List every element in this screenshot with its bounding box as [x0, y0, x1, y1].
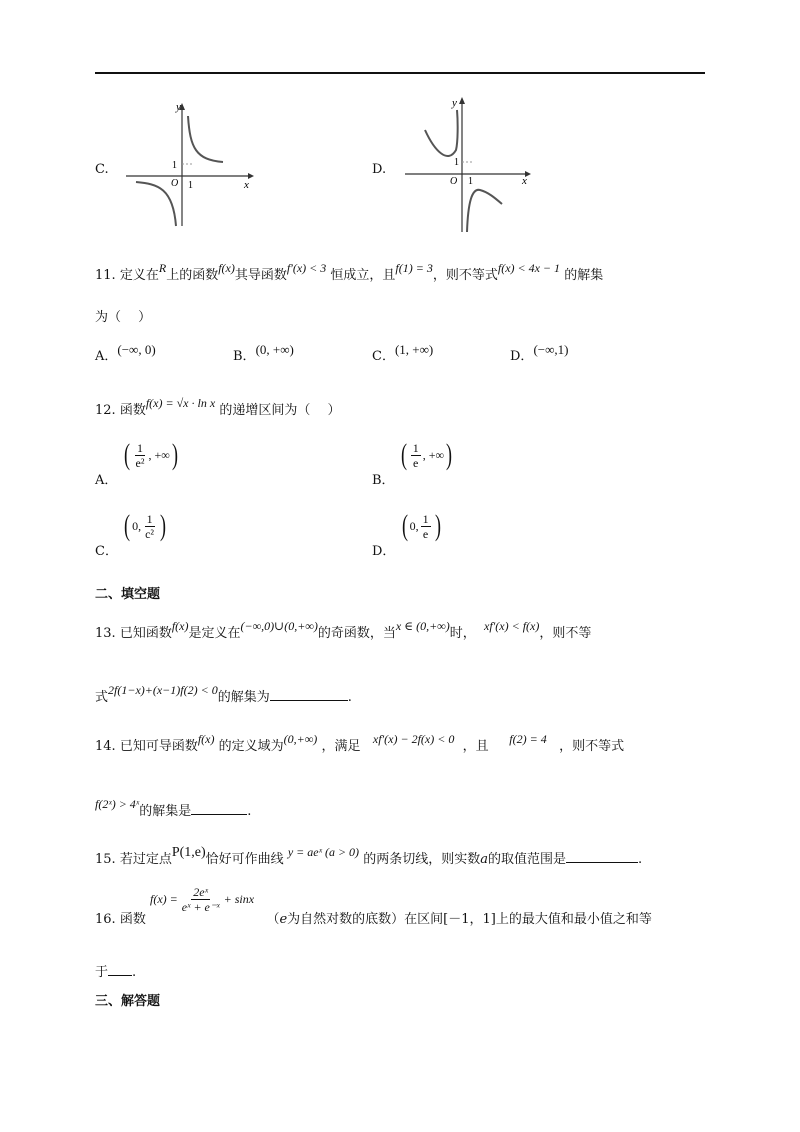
q11-value-cond: f(1) = 3 [395, 261, 433, 275]
q11-option-a[interactable]: A．(−∞, 0) [95, 342, 156, 364]
q11-set-r: R [158, 261, 167, 275]
question-14-line2: f(2ˣ) > 4ˣ的解集是 . [95, 797, 252, 819]
graph-c-origin: O [171, 178, 179, 189]
q11-derivative-cond: f′(x) < 3 [286, 261, 327, 275]
question-15-number: 15. [95, 852, 116, 867]
question-16: 16. 函数 f(x) = $\frac{\text{2eˣ}}{\text{eˣ + e⁻ˣ}}$ + sinx （e为自然对数的底数）在区间[－1，1]上的最大值和最小值之和等 [95, 885, 652, 927]
q12-option-a[interactable]: A． ( 1 e² , +∞ ) [95, 438, 178, 488]
question-13-line2: 式2f(1−x)+(x−1)f(2) < 0的解集为 . [95, 683, 352, 705]
graph-c-x-one: 1 [188, 180, 193, 191]
question-11-line2: 为（ ） [95, 310, 152, 325]
graph-d-origin: O [450, 176, 458, 187]
question-14-number: 14. [95, 739, 116, 754]
q13-answer-blank[interactable] [270, 688, 348, 701]
q12-option-b[interactable]: B． ( 1 e , +∞ ) [372, 438, 453, 488]
q11-inequality: f(x) < 4x − 1 [497, 261, 561, 275]
q16-answer-blank[interactable] [108, 963, 132, 976]
top-rule [95, 72, 705, 74]
graph-c-x-label: x [244, 179, 249, 191]
graph-d-x-label: x [522, 175, 527, 187]
option-c-label: C. [95, 162, 109, 177]
q14-answer-blank[interactable] [191, 802, 247, 815]
graph-c-lower-branch [136, 182, 176, 226]
q11-option-d[interactable]: D．(−∞,1) [510, 342, 569, 364]
question-11-number: 11. [95, 268, 116, 283]
graph-c-y-one: 1 [172, 160, 177, 171]
question-11: 11. 定义在R上的函数f(x)其导函数f′(x) < 3 恒成立，且f(1) = 3，则不等式f(x) < 4x − 1 的解集 [95, 261, 604, 283]
graph-d-right-branch [467, 190, 502, 232]
graph-d-y-label: y [452, 97, 457, 109]
q13-domain: (−∞,0)∪(0,+∞) [240, 619, 318, 633]
question-14: 14. 已知可导函数f(x) 的定义域为(0,+∞) ，满足 xf′(x) − 2f(x) < 0 ，且 f(2) = 4 ，则不等式 [95, 732, 625, 754]
graph-c [118, 98, 258, 233]
q11-option-c[interactable]: C．(1, +∞) [372, 342, 434, 364]
question-16-number: 16. [95, 912, 116, 927]
q12-function: f(x) = √x · ln x [145, 396, 216, 410]
graph-d-y-one: 1 [454, 157, 459, 168]
question-16-line2: 于 . [95, 965, 137, 980]
question-12: 12. 函数f(x) = √x · ln x 的递增区间为（ ） [95, 396, 341, 418]
section-answer-heading: 三、解答题 [95, 994, 161, 1009]
q11-fx: f(x) [218, 261, 235, 275]
graph-c-y-label: y [176, 101, 181, 113]
q15-answer-blank[interactable] [566, 850, 638, 863]
question-12-number: 12. [95, 403, 116, 418]
question-13-number: 13. [95, 626, 116, 641]
option-d-label: D. [372, 162, 387, 177]
graph-d-left-branch [425, 110, 458, 156]
section-fill-in-heading: 二、填空题 [95, 587, 161, 602]
q12-option-c[interactable]: C． ( 0, 1 c² ) [95, 509, 167, 559]
graph-d [400, 92, 535, 237]
q12-option-d[interactable]: D． ( 0, 1 e ) [372, 509, 441, 559]
question-15: 15. 若过定点P(1,e)恰好可作曲线 y = aeˣ (a > 0) 的两条切线，则实数a的取值范围是 . [95, 845, 643, 867]
question-13: 13. 已知函数f(x)是定义在(−∞,0)∪(0,+∞)的奇函数，当x ∈ (0,+∞)时， xf′(x) < f(x)，则不等 [95, 619, 592, 641]
graph-c-upper-branch [188, 116, 223, 162]
q11-option-b[interactable]: B．(0, +∞) [233, 342, 294, 364]
graph-d-x-one: 1 [468, 176, 473, 187]
